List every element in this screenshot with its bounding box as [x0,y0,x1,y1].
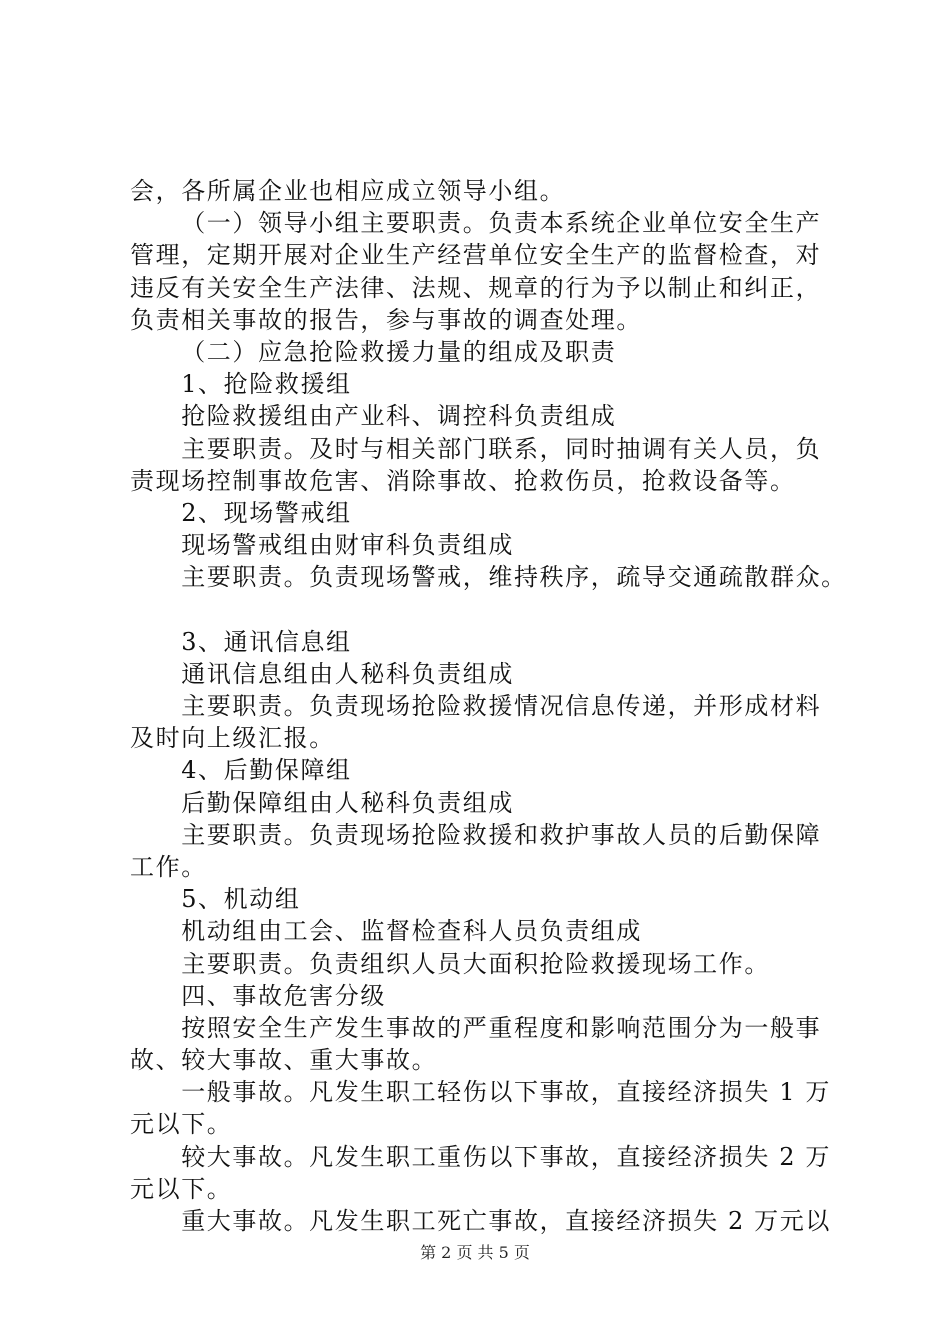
blank-line [130,593,850,625]
text-line: 主要职责。负责组织人员大面积抢险救援现场工作。 [181,949,770,978]
text-line: 抢险救援组由产业科、调控科负责组成 [181,402,617,431]
text-line: 违反有关安全生产法律、法规、规章的行为予以制止和纠正， [130,273,822,302]
text-line: 元以下。 [130,1174,233,1203]
text-line: 机动组由工会、监督检查科人员负责组成 [181,917,642,946]
text-line: 一般事故。凡发生职工轻伤以下事故，直接经济损失 1 万 [181,1078,831,1107]
text-line: 管理，定期开展对企业生产经营单位安全生产的监督检查，对 [130,241,822,270]
text-line: 后勤保障组由人秘科负责组成 [181,788,514,817]
text-line: 责现场控制事故危害、消除事故、抢救伤员，抢救设备等。 [130,466,796,495]
text-line: 主要职责。负责现场警戒，维持秩序，疏导交通疏散群众。 [181,563,847,592]
document-body [130,175,850,1237]
text-line: 元以下。 [130,1110,233,1139]
text-line: 通讯信息组由人秘科负责组成 [181,659,514,688]
text-line: 1、抢险救援组 [181,370,352,399]
text-line: 四、事故危害分级 [181,981,386,1010]
text-line: 会，各所属企业也相应成立领导小组。 [130,177,566,205]
text-line: 2、现场警戒组 [181,498,352,527]
text-line: （一）领导小组主要职责。负责本系统企业单位安全生产 [181,209,822,238]
text-line: 重大事故。凡发生职工死亡事故，直接经济损失 2 万元以 [181,1207,831,1235]
page-number-footer: 第 2 页 共 5 页 [420,1243,530,1262]
text-line: 5、机动组 [181,885,301,914]
text-line: 现场警戒组由财审科负责组成 [181,531,514,560]
text-line: 主要职责。负责现场抢险救援和救护事故人员的后勤保障 [181,820,822,849]
text-line: 4、后勤保障组 [181,756,352,785]
text-line: 按照安全生产发生事故的严重程度和影响范围分为一般事 [181,1013,822,1042]
text-line: 及时向上级汇报。 [130,724,335,753]
text-line: 3、通讯信息组 [181,627,352,656]
text-line: 主要职责。及时与相关部门联系，同时抽调有关人员，负 [181,434,822,463]
text-line: （二）应急抢险救援力量的组成及职责 [181,337,617,366]
text-line: 工作。 [130,852,207,881]
text-line: 较大事故。凡发生职工重伤以下事故，直接经济损失 2 万 [181,1142,831,1171]
text-line: 主要职责。负责现场抢险救援情况信息传递，并形成材料 [181,692,822,720]
text-line: 负责相关事故的报告，参与事故的调查处理。 [130,305,642,334]
text-line: 故、较大事故、重大事故。 [130,1046,438,1075]
